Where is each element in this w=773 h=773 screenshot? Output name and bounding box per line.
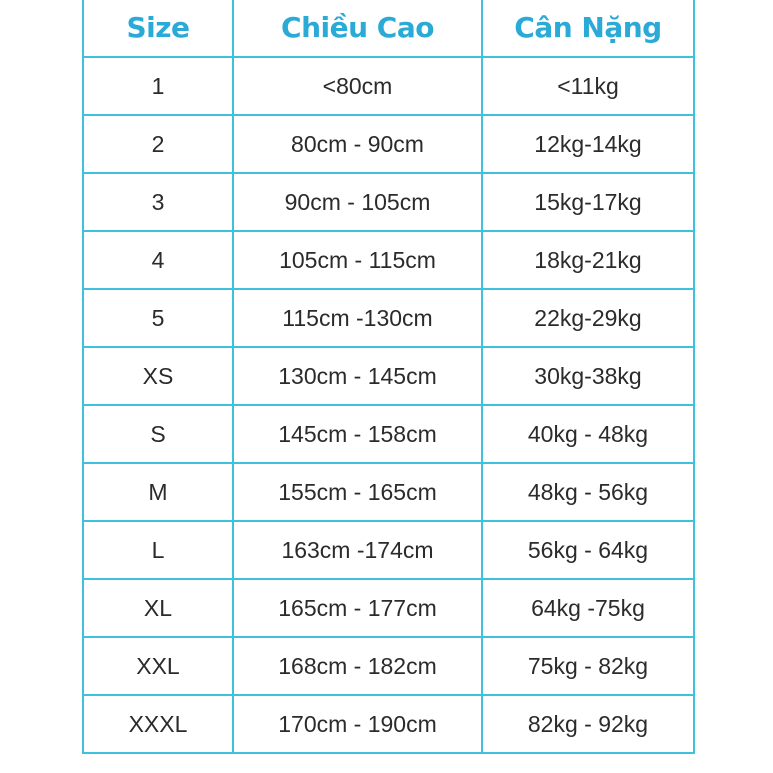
cell-height: 145cm - 158cm [233, 405, 482, 463]
header-height: Chiều Cao [233, 0, 482, 57]
table-row [83, 405, 694, 463]
table-row [83, 637, 694, 695]
cell-height: 170cm - 190cm [233, 695, 482, 753]
header-weight: Cân Nặng [482, 0, 694, 57]
cell-size: 4 [83, 231, 233, 289]
cell-weight: 48kg - 56kg [482, 463, 694, 521]
cell-size: M [83, 463, 233, 521]
table-row [83, 115, 694, 173]
cell-size: S [83, 405, 233, 463]
cell-size: XXXL [83, 695, 233, 753]
cell-size: 1 [83, 57, 233, 115]
cell-weight: 75kg - 82kg [482, 637, 694, 695]
header-size: Size [83, 0, 233, 57]
cell-size: XXL [83, 637, 233, 695]
cell-height: 90cm - 105cm [233, 173, 482, 231]
cell-weight: 82kg - 92kg [482, 695, 694, 753]
cell-height: 130cm - 145cm [233, 347, 482, 405]
table-row [83, 347, 694, 405]
cell-height: 115cm -130cm [233, 289, 482, 347]
cell-height: 168cm - 182cm [233, 637, 482, 695]
cell-weight: 22kg-29kg [482, 289, 694, 347]
cell-weight: 40kg - 48kg [482, 405, 694, 463]
cell-size: 3 [83, 173, 233, 231]
table-row [83, 173, 694, 231]
table-row [83, 695, 694, 753]
table-row [83, 57, 694, 115]
table-row [83, 289, 694, 347]
cell-height: 163cm -174cm [233, 521, 482, 579]
cell-height: 155cm - 165cm [233, 463, 482, 521]
cell-weight: 30kg-38kg [482, 347, 694, 405]
cell-size: L [83, 521, 233, 579]
cell-weight: 64kg -75kg [482, 579, 694, 637]
cell-weight: 18kg-21kg [482, 231, 694, 289]
cell-height: 165cm - 177cm [233, 579, 482, 637]
cell-height: 105cm - 115cm [233, 231, 482, 289]
cell-height: <80cm [233, 57, 482, 115]
table-row [83, 521, 694, 579]
cell-size: XS [83, 347, 233, 405]
cell-weight: <11kg [482, 57, 694, 115]
table-row [83, 231, 694, 289]
cell-weight: 12kg-14kg [482, 115, 694, 173]
cell-size: XL [83, 579, 233, 637]
cell-size: 5 [83, 289, 233, 347]
table-row [83, 579, 694, 637]
table-row [83, 463, 694, 521]
size-chart-table [82, 0, 695, 754]
cell-size: 2 [83, 115, 233, 173]
cell-weight: 15kg-17kg [482, 173, 694, 231]
cell-height: 80cm - 90cm [233, 115, 482, 173]
cell-weight: 56kg - 64kg [482, 521, 694, 579]
header-row [83, 0, 694, 57]
